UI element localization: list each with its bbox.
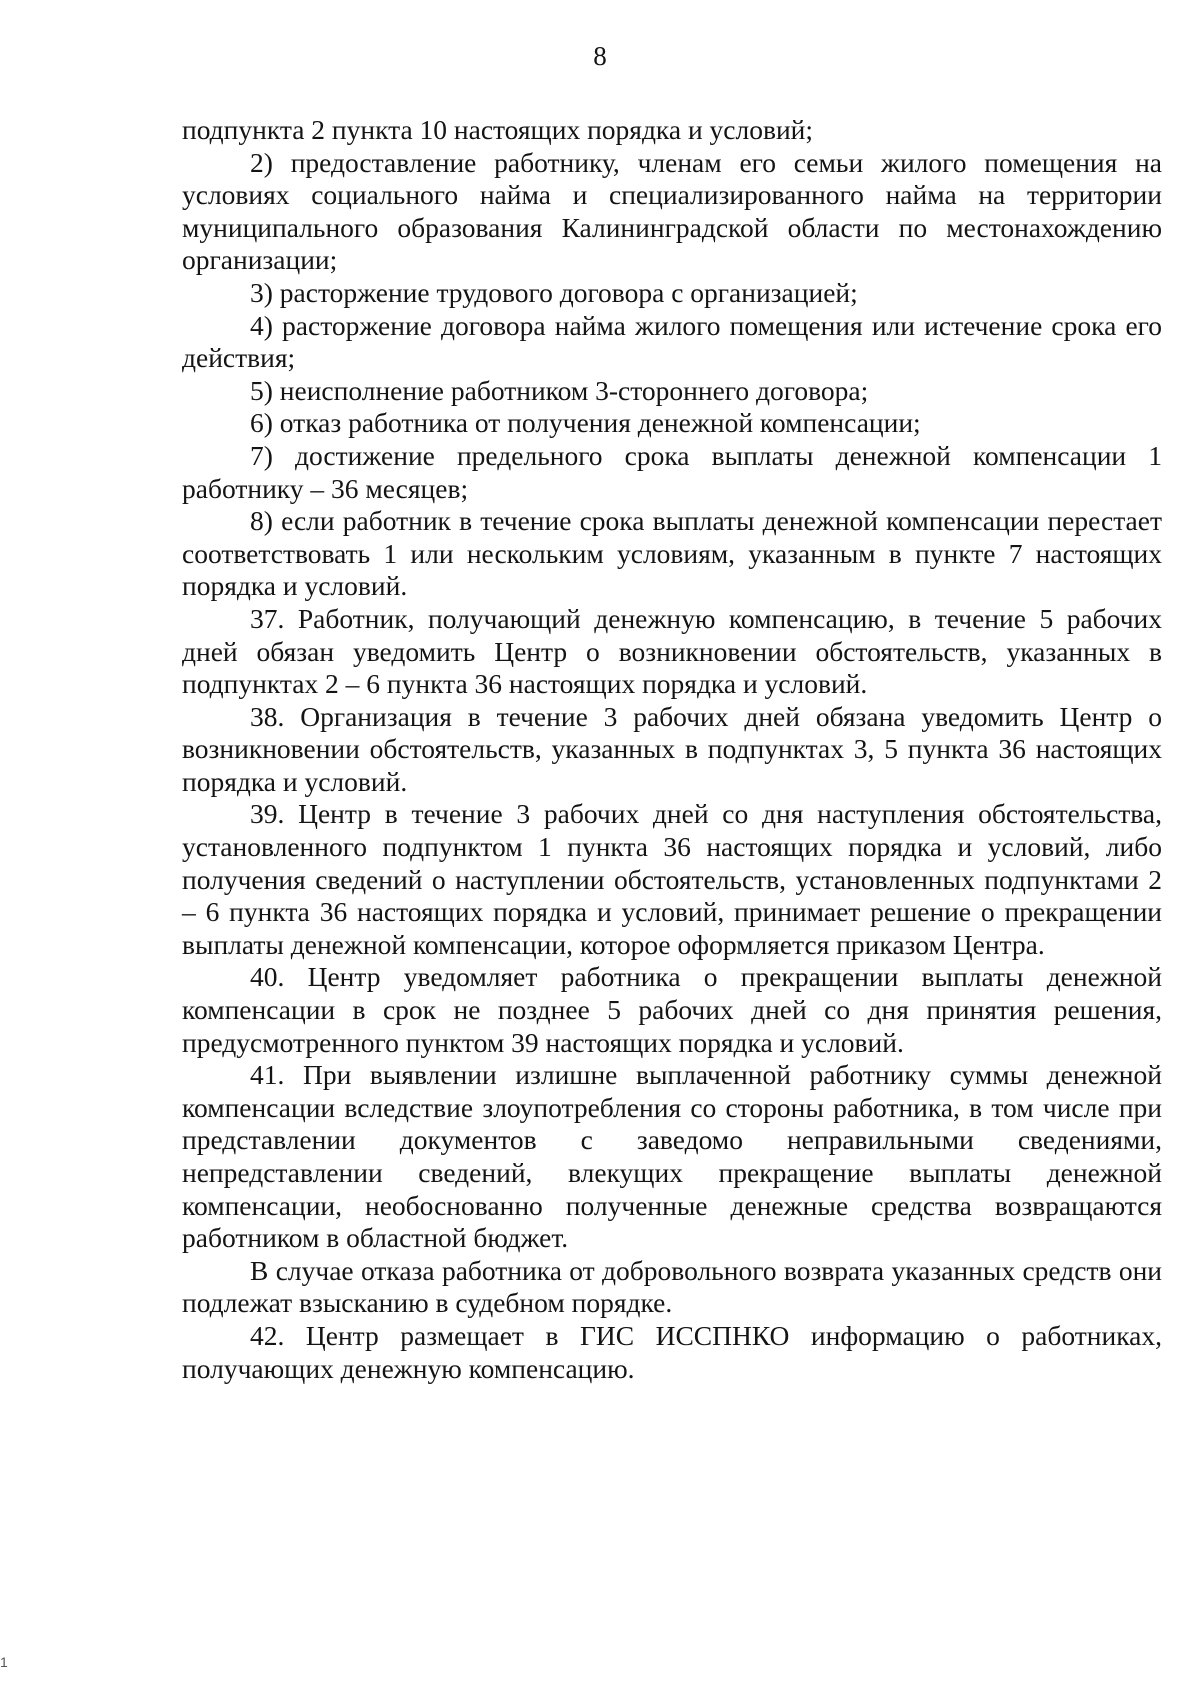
document-body xyxy=(182,114,1162,1385)
paragraph: 7) достижение предельного срока выплаты денежной компенсации 1 работнику – 36 месяцев; xyxy=(182,439,1162,504)
paragraph: 39. Центр в течение 3 рабочих дней со дня наступления обстоятельства, установленного подпунктом 1 пункта 36 настоящих порядка и условий, либо получения сведений о наступлении обстоятельств, установленных подпунктами 2 – 6 пункта 36 настоящих порядка и условий, принимает решение о прекращении выплаты денежной компенсации, которое оформляется приказом Центра. xyxy=(182,798,1162,960)
footer-mark: 1 xyxy=(0,1654,8,1670)
paragraph: 3) расторжение трудового договора с организацией; xyxy=(250,276,858,308)
paragraph: 37. Работник, получающий денежную компенсацию, в течение 5 рабочих дней обязан уведомить Центр о возникновении обстоятельств, указанных в подпунктах 2 – 6 пункта 36 настоящих порядка и условий. xyxy=(182,602,1162,700)
paragraph: 5) неисполнение работником 3-стороннего договора; xyxy=(250,374,869,406)
page-number: 8 xyxy=(593,41,607,71)
paragraph: 40. Центр уведомляет работника о прекращении выплаты денежной компенсации в срок не позднее 5 рабочих дней со дня принятия решения, предусмотренного пунктом 39 настоящих порядка и условий. xyxy=(182,961,1162,1058)
paragraph: 38. Организация в течение 3 рабочих дней обязана уведомить Центр о возникновении обстоятельств, указанных в подпунктах 3, 5 пункта 36 настоящих порядка и условий. xyxy=(182,700,1162,797)
paragraph: 42. Центр размещает в ГИС ИССПНКО информацию о работниках, получающих денежную компенсацию. xyxy=(182,1319,1162,1384)
paragraph: 6) отказ работника от получения денежной компенсации; xyxy=(250,407,921,439)
paragraph: подпункта 2 пункта 10 настоящих порядка и условий; xyxy=(182,114,814,145)
paragraph: 8) если работник в течение срока выплаты денежной компенсации перестает соответствовать 1 или нескольким условиям, указанным в пункте 7 настоящих порядка и условий. xyxy=(182,505,1162,602)
paragraph: 41. При выявлении излишне выплаченной работнику суммы денежной компенсации вследствие злоупотребления со стороны работника, в том числе при представлении документов с заведомо неправильными сведениями, непредставлении сведений, влекущих прекращение выплаты денежной компенсации, необоснованно полученные денежные средства возвращаются работником в областной бюджет. xyxy=(182,1059,1162,1254)
paragraph: В случае отказа работника от добровольного возврата указанных средств они подлежат взысканию в судебном порядке. xyxy=(182,1254,1162,1319)
paragraph: 4) расторжение договора найма жилого помещения или истечение срока его действия; xyxy=(182,309,1162,374)
paragraph: 2) предоставление работнику, членам его семьи жилого помещения на условиях социального найма и специализированного найма на территории муниципального образования Калининградской области по местонахождению организации; xyxy=(182,146,1162,276)
